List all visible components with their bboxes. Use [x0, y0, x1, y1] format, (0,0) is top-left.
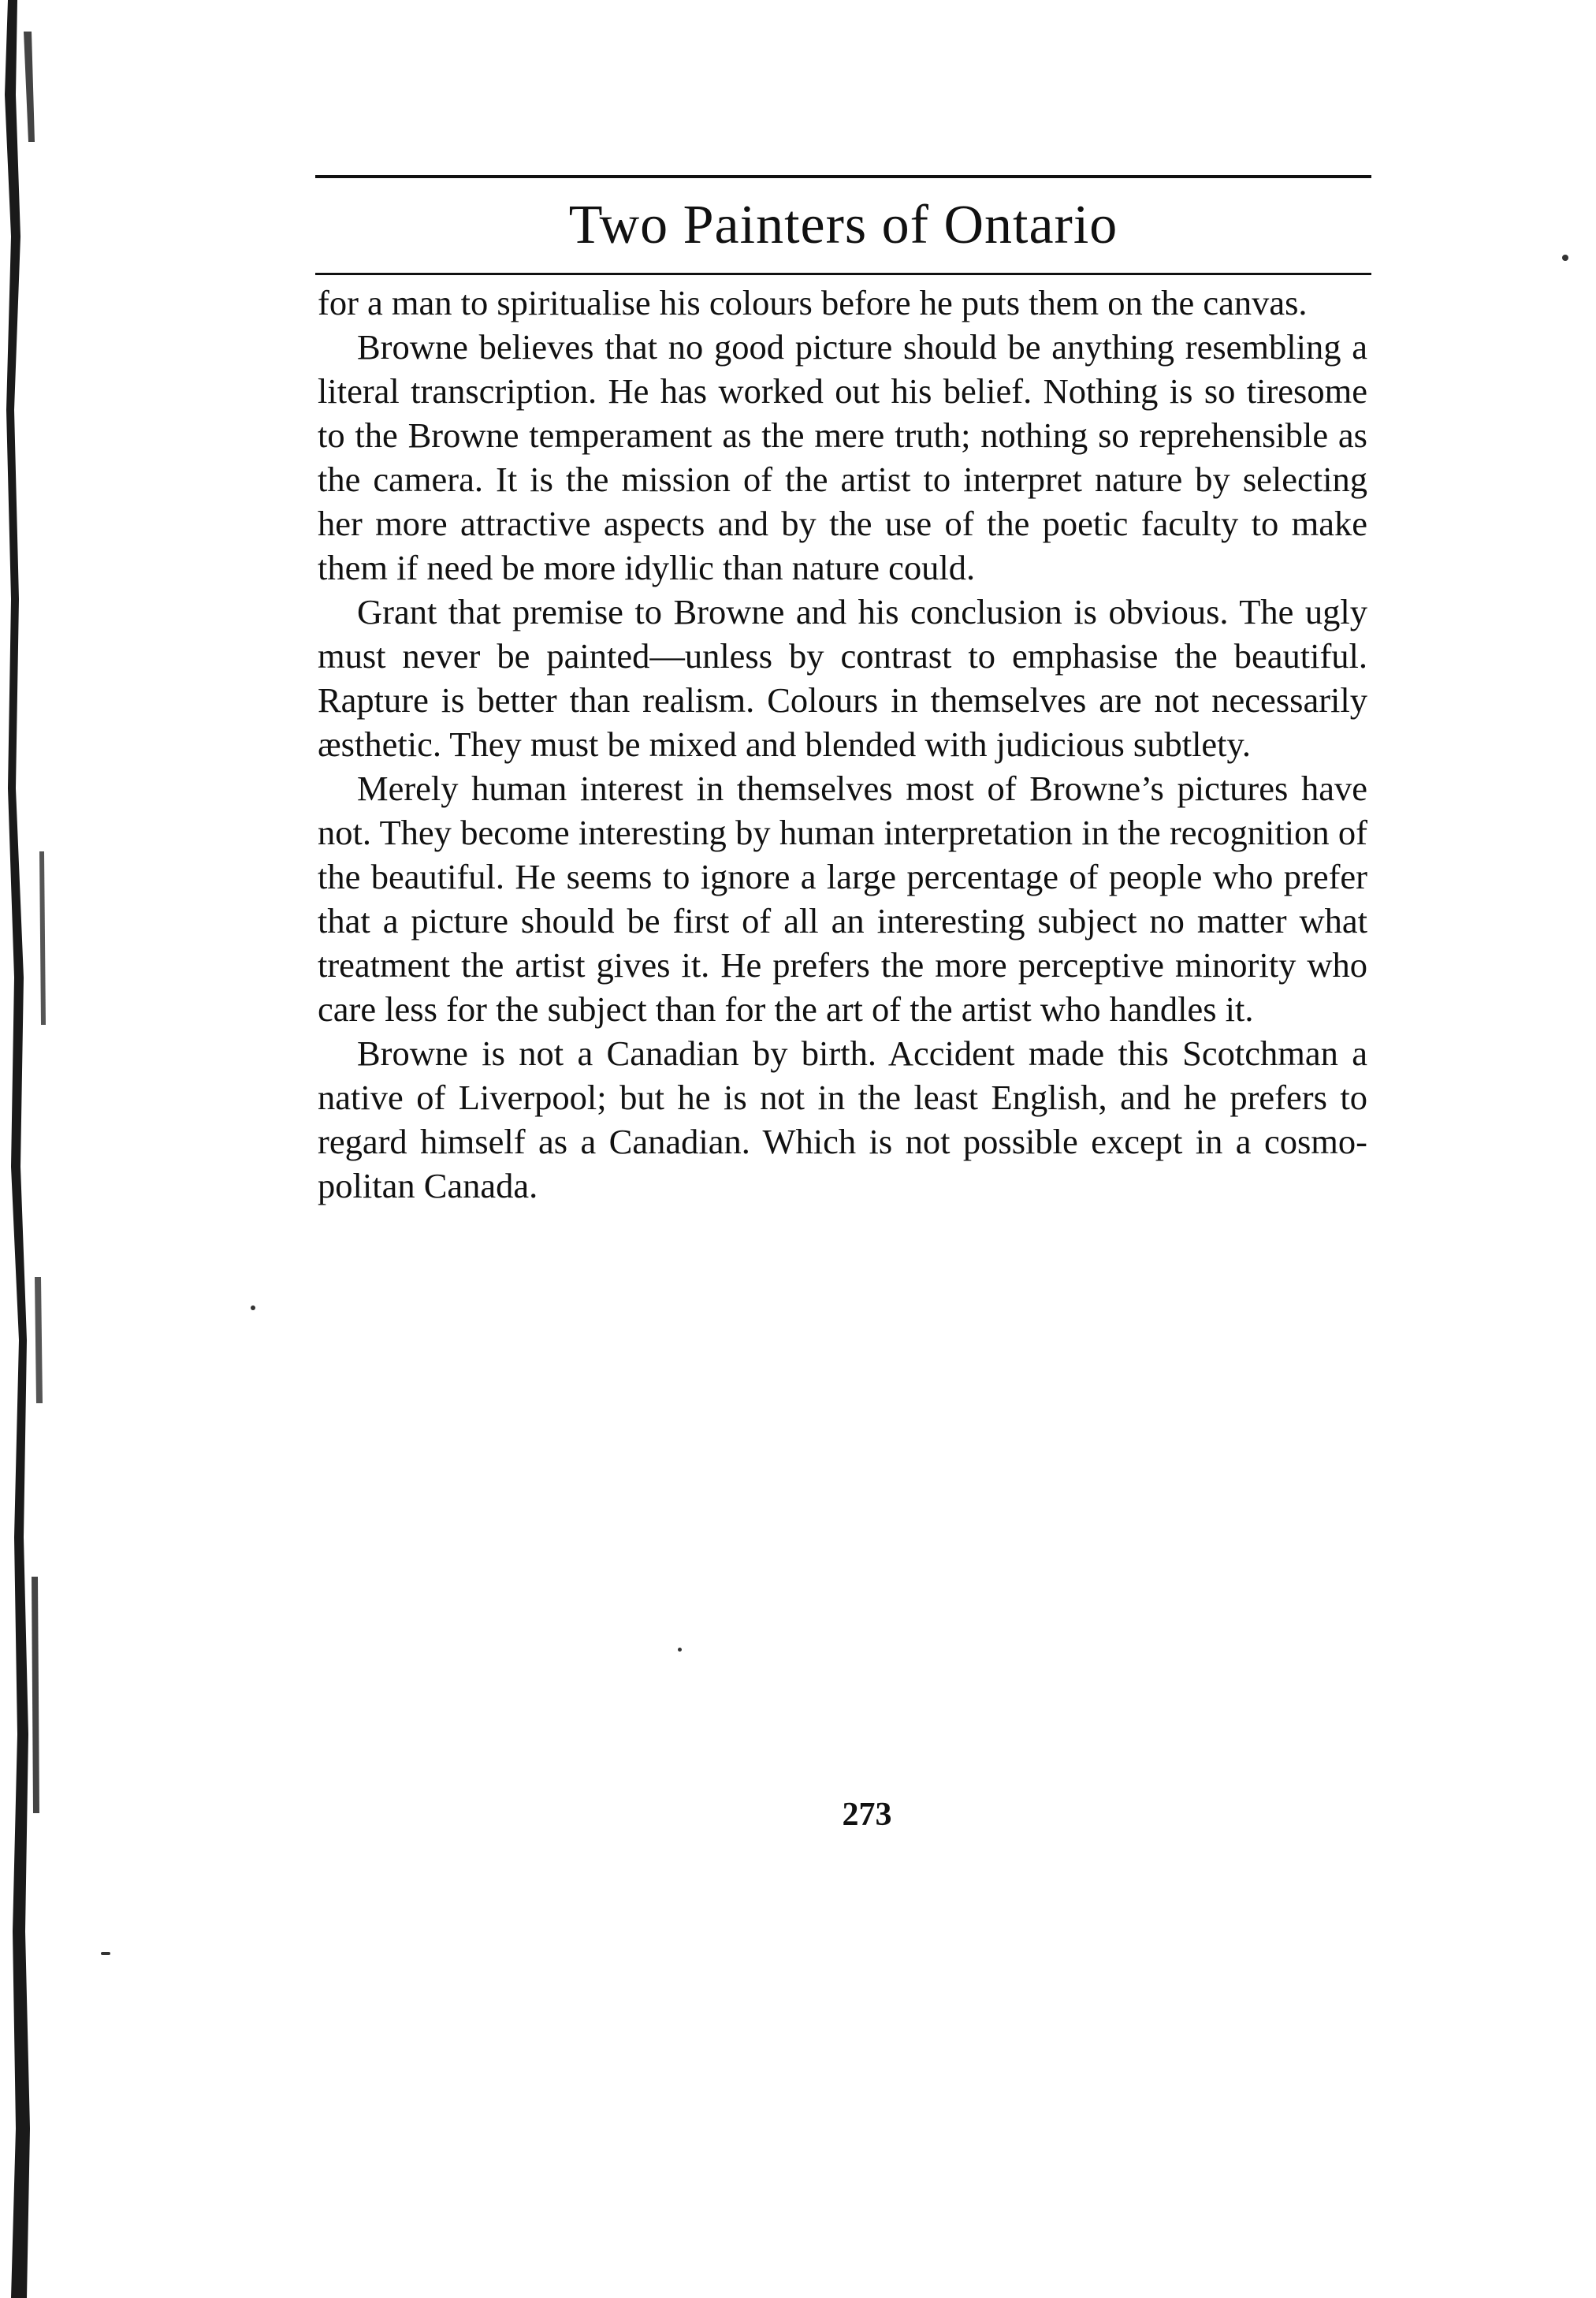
scan-speck	[1562, 255, 1568, 261]
page-number: 273	[842, 1797, 892, 1833]
scan-speck	[101, 1952, 110, 1955]
top-rule	[315, 175, 1371, 178]
paragraph: Browne is not a Canadian by birth. Accident made this Scotchman a native of Liverpool; but he is not in the least English, and he prefers to regard himself as a Canadian. Which is not possible except in a cosmopolitan Canada.	[318, 1034, 1367, 1205]
paragraph: for a man to spiritualise his colours before he puts them on the canvas.	[318, 283, 1308, 322]
scan-speck	[678, 1648, 682, 1652]
paragraph: Merely human interest in themselves most of Browne’s pictures have not. They become interesting by human interpretation in the recognition of the beautiful. He seems to ignore a large percentage of people who prefer that a picture should be first of all an interesting subject no matter what treatment the artist gives it. He prefers the more perceptive minority who care less for the subject than for the art of the artist who handles it.	[318, 769, 1367, 1029]
head-rule	[315, 273, 1371, 275]
body-text	[318, 281, 1367, 1208]
running-head: Two Painters of Ontario	[568, 195, 1118, 255]
paragraph: Grant that premise to Browne and his conclusion is obvious. The ugly must never be painted—unless by contrast to emphasise the beautiful. Rapture is better than realism. Colours in themselves are not necessarily æsthetic. They must be mixed and blended with judicious subtlety.	[318, 592, 1367, 764]
binding-edge	[0, 0, 55, 2298]
scan-speck	[251, 1305, 255, 1310]
paragraph: Browne believes that no good picture should be anything resembling a literal transcription. He has worked out his belief. Nothing is so tiresome to the Browne temperament as the mere truth; nothing so reprehensible as the camera. It is the mission of the artist to interpret nature by selecting her more attractive aspects and by the use of the poetic faculty to make them if need be more idyllic than nature could.	[318, 327, 1367, 587]
